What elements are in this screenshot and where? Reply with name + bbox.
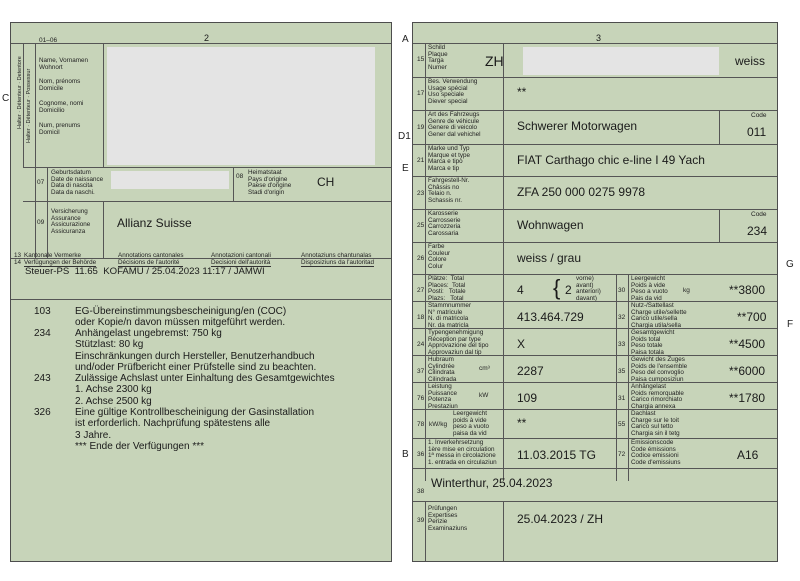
side-label-d1: D1 <box>398 131 411 142</box>
first-reg-label: 1. Inverkehrsetzung 1ère mise en circulation 1ª messa in circolazione 1. entrada en circulaziun <box>428 439 497 466</box>
matricule-value: 413.464.729 <box>517 310 584 324</box>
page-number-right: 3 <box>596 33 602 43</box>
page-number-left: 2 <box>204 33 210 43</box>
authority-col2: Annotations cantonales Décisions de l'autorité <box>118 252 184 266</box>
first-reg-value: 11.03.2015 TG <box>517 448 596 462</box>
emission-label: Emissionscode Code émissions Codice emissioni Code d'emissiuns <box>631 439 681 466</box>
birth-num: 07 <box>37 179 45 186</box>
plate-color: weiss <box>735 54 766 68</box>
origin-value: CH <box>317 175 335 189</box>
inspection-num: 39 <box>417 517 425 524</box>
side-label-e: E <box>402 163 409 174</box>
power-unit: kW <box>479 392 489 399</box>
color-num: 26 <box>417 255 425 262</box>
origin-num: 08 <box>236 173 244 180</box>
kwkg-value: ** <box>517 416 527 430</box>
plate-canton: ZH <box>485 53 504 69</box>
seats-front: 2 <box>565 283 572 297</box>
birth-redaction <box>111 171 229 189</box>
train-weight-value: **6000 <box>729 364 766 378</box>
vin-num: 23 <box>417 190 425 197</box>
special-use-label: Bes. Verwendung Usage spécial Uso speciale Diever special <box>428 78 478 105</box>
payload-num: 32 <box>618 314 626 321</box>
authority-stamp: Steuer-PS 11.65 KOFAMU / 25.04.2023 11:17 / JAMWI <box>25 266 265 277</box>
possessor-vertical-label: Halter · Détenteur · Possessur <box>26 68 32 143</box>
approval-num: 24 <box>417 341 425 348</box>
place-num: 38 <box>417 488 425 495</box>
inspection-label: Prüfungen Expertises Perizie Examinaziuns <box>428 505 468 532</box>
empty-label: Leergewicht Poids à vide Peso a vuoto Pais da vid <box>631 275 668 302</box>
insurance-num: 09 <box>37 219 45 226</box>
holder-name-label-it: Cognome, nomi Domicilio <box>39 100 84 114</box>
holder-redaction <box>107 47 375 165</box>
side-label-b: B <box>402 449 409 460</box>
power-label: Leistung Puissance Potenza Prestaziun <box>428 383 458 410</box>
type-num: 19 <box>417 124 425 131</box>
holder-name-label-fr: Nom, prénoms Domicile <box>39 78 81 92</box>
roof-num: 55 <box>618 421 626 428</box>
total-weight-label: Gesamtgewicht Poids total Peso totale Paisa totala <box>631 329 675 356</box>
body-code: 234 <box>747 224 768 238</box>
make-num: 21 <box>417 157 425 164</box>
matricule-label: Stammnummer N° matricule N. di matricola Nr. da matricla <box>428 302 472 329</box>
make-value: FIAT Carthago chic e-line I 49 Yach <box>517 153 705 167</box>
displacement-num: 37 <box>417 368 425 375</box>
kwkg-empty-label: Leergewicht poids à vide peso a vuoto paisa da vid <box>453 410 490 437</box>
authority-col3: Annotazioni cantonali Decisioni dell'autorità <box>211 252 271 266</box>
side-label-g: G <box>786 259 794 270</box>
power-value: 109 <box>517 391 538 405</box>
body-value: Wohnwagen <box>517 218 584 232</box>
empty-num: 30 <box>618 287 626 294</box>
trailer-num: 31 <box>618 395 626 402</box>
place-value: Winterthur, 25.04.2023 <box>431 476 553 490</box>
approval-value: X <box>517 337 526 351</box>
color-value: weiss / grau <box>517 251 582 265</box>
type-value: Schwerer Motorwagen <box>517 119 638 133</box>
decision-text-234: Anhängelast ungebremst: 750 kg Stützlast: 80 kg Einschränkungen durch Hersteller, Benutzerhandbuch und/oder Prüfbericht einer Prüfstelle sind zu beachten. <box>75 328 317 373</box>
plate-label: Schild Plaque Targa Numer <box>428 44 448 71</box>
side-label-a: A <box>402 34 409 45</box>
empty-weight: **3800 <box>729 283 766 297</box>
holder-vertical-label: Halter · Détenteur · Detentore <box>17 56 23 129</box>
payload-value: **700 <box>737 310 767 324</box>
displacement-unit: cm³ <box>479 365 490 372</box>
first-reg-num: 36 <box>417 451 425 458</box>
insurance-value: Allianz Suisse <box>117 216 192 230</box>
seats-front-label: vorne) avant) anteriori) davant) <box>576 275 601 302</box>
emission-num: 72 <box>618 451 626 458</box>
inspection-value: 25.04.2023 / ZH <box>517 512 604 526</box>
right-page <box>412 22 778 562</box>
side-label-f: F <box>787 319 794 330</box>
insurance-label: Versicherung Assurance Assicurazione Assicuranza <box>51 208 91 235</box>
authority-col4: Annotaziuns chantunalas Disposiziuns da l'autoritad <box>301 252 374 266</box>
special-use-num: 17 <box>417 90 425 97</box>
total-weight-value: **4500 <box>729 337 766 351</box>
train-weight-num: 35 <box>618 368 626 375</box>
seats-num: 27 <box>417 287 425 294</box>
origin-label: Heimatstaat Pays d'origine Paese d'origine Stadi d'origin <box>248 169 292 196</box>
holder-name-label-rm: Num, prenums Domicil <box>39 122 81 136</box>
decision-code-243: 243 <box>34 373 51 384</box>
plate-redaction <box>523 47 719 75</box>
payload-label: Nutz-/Sattellast Charge utile/sellette Carico utile/sella Chargia utila/sella <box>631 302 687 329</box>
type-label: Art des Fahrzeugs Genre de véhicule Genere di veicolo Gener dal vehichel <box>428 111 481 138</box>
vin-value: ZFA 250 000 0275 9978 <box>517 185 646 199</box>
seats-total: 4 <box>517 283 524 297</box>
matricule-num: 18 <box>417 314 425 321</box>
kwkg-num: 78 <box>417 421 425 428</box>
type-code-label: Code <box>751 112 767 119</box>
seats-label: Plätze: Total Places: Total Posti: Totale Plazs: Total <box>428 275 466 302</box>
decision-text-243: Zulässige Achslast unter Einhaltung des Gesamtgewichtes 1. Achse 2300 kg 2. Achse 2500 kg <box>75 373 335 407</box>
decision-code-103: 103 <box>34 306 51 317</box>
trailer-label: Anhängelast Poids remorquable Carico rimorchiato Chargia annexa <box>631 383 684 410</box>
make-label: Marke und Typ Marque et type Marca e tipo Marca e tip <box>428 145 471 172</box>
kwkg-label: kW/kg <box>429 421 448 428</box>
emission-value: A16 <box>737 448 759 462</box>
side-label-c: C <box>2 93 10 104</box>
authority-num14: 14 <box>14 259 22 266</box>
body-label: Karosserie Carrosserie Carrozzeria Carossaria <box>428 210 461 237</box>
displacement-value: 2287 <box>517 364 544 378</box>
seats-brace: { <box>553 275 561 300</box>
body-code-label: Code <box>751 211 767 218</box>
roof-label: Dachlast Charge sur le toit Carico sul tetto Chargia sin il tetg <box>631 410 680 437</box>
power-num: 76 <box>417 395 425 402</box>
empty-kg: kg <box>683 287 690 294</box>
left-page <box>10 22 392 562</box>
train-weight-label: Gewicht des Zuges Poids de l'ensemble Peso del convoglio Paisa cumposiziun <box>631 356 688 383</box>
displacement-label: Hubraum Cylindrée Cilindrata Cilindrada <box>428 356 457 383</box>
decision-code-326: 326 <box>34 407 51 418</box>
holder-code: 01–06 <box>39 37 58 44</box>
body-num: 25 <box>417 222 425 229</box>
special-use-value: ** <box>517 85 527 99</box>
decision-text-326: Eine gültige Kontrollbescheinigung der Gasinstallation ist erforderlich. Nachprüfung spätestens alle 3 Jahre. *** Ende der Verfügungen *** <box>75 407 315 452</box>
type-code: 011 <box>747 125 767 139</box>
birth-label: Geburtsdatum Date de naissance Data di nascita Data da naschi. <box>51 169 104 196</box>
holder-name-label: Name, Vornamen Wohnort <box>39 57 89 71</box>
total-weight-num: 33 <box>618 341 626 348</box>
vin-label: Fahrgestell-Nr. Châssis no Telaio n. Schassis nr. <box>428 177 470 204</box>
decision-code-234: 234 <box>34 328 51 339</box>
authority-num13: 13 <box>14 252 22 259</box>
plate-num: 15 <box>417 56 425 63</box>
approval-label: Typengenehmigung Réception par type Approvazione del tipo Approvaziun dal tip <box>428 329 489 356</box>
decision-text-103: EG-Übereinstimmungsbescheinigung/en (COC) oder Kopie/n davon müssen mitgeführt werden. <box>75 306 287 329</box>
trailer-value: **1780 <box>729 391 766 405</box>
color-label: Farbe Couleur Colore Colur <box>428 243 451 270</box>
authority-col1: Kantonale Vermerke Verfügungen der Behörde <box>24 252 97 266</box>
